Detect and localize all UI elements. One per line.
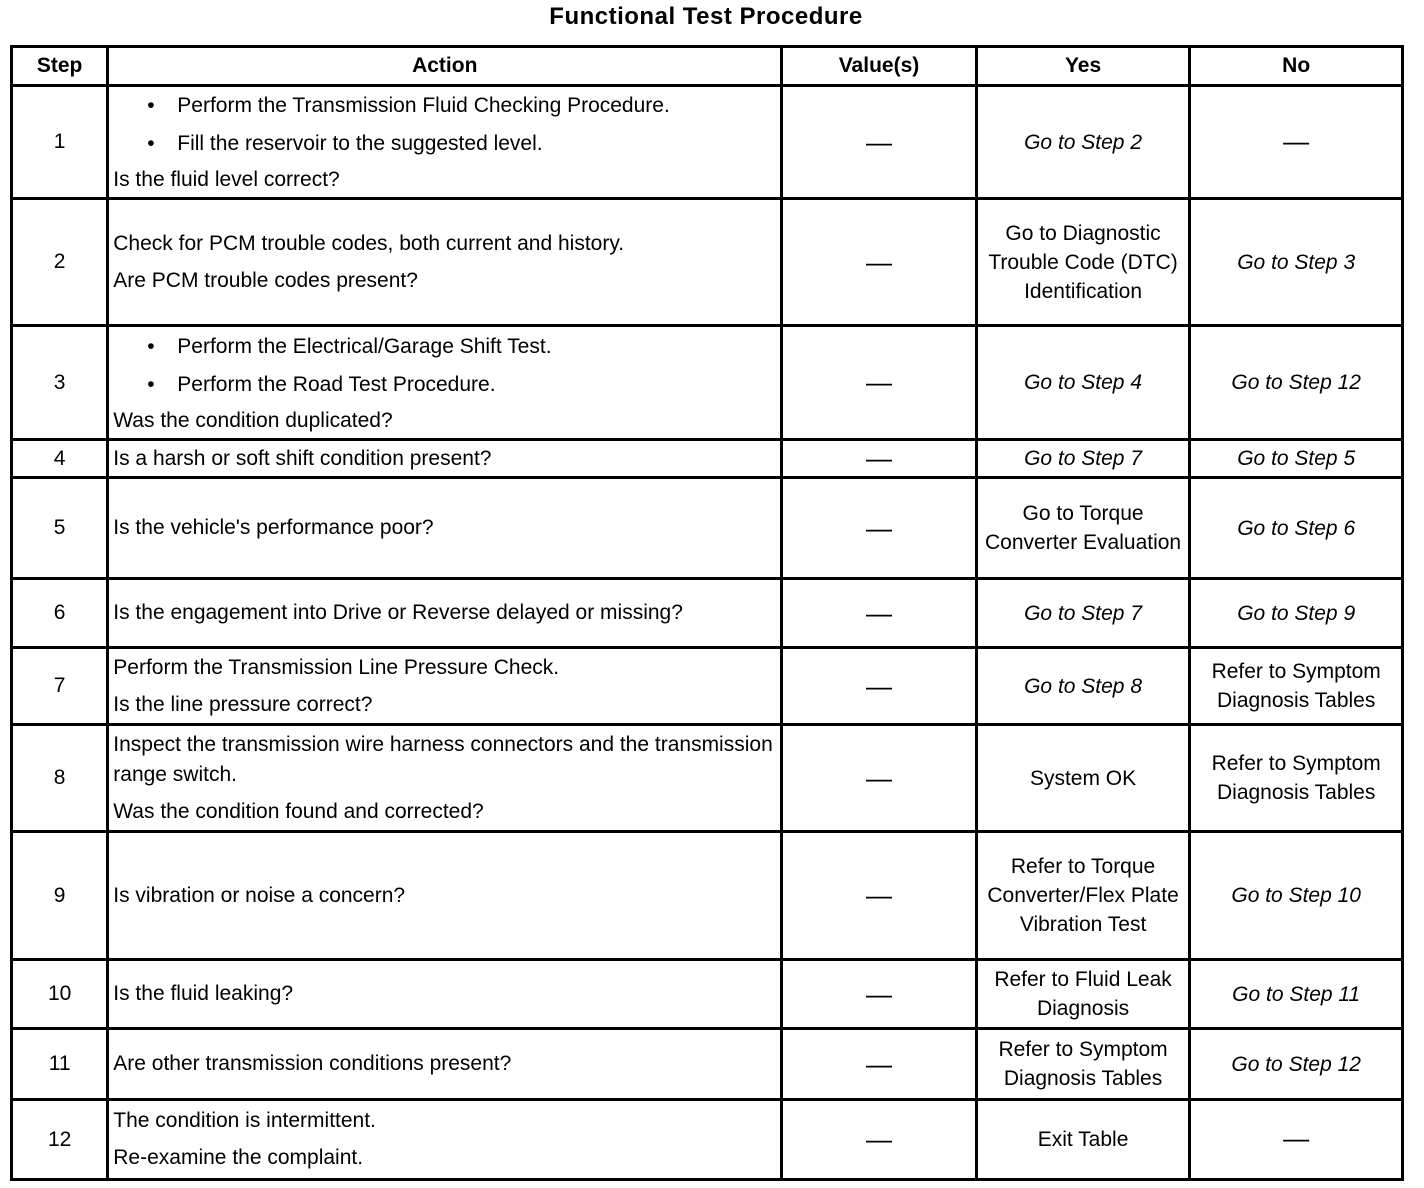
table-row: [12, 960, 1403, 1029]
no-result: —: [1283, 125, 1310, 156]
table-row: [12, 725, 1403, 832]
action-text: Was the condition duplicated?: [113, 408, 393, 432]
no-goto-link[interactable]: Go to Step 6: [1237, 516, 1356, 540]
yes-cell: [976, 199, 1190, 326]
value-cell: —: [782, 478, 977, 579]
header-step: Step: [12, 47, 108, 86]
value-cell: —: [782, 440, 977, 478]
action-bullet-text: Perform the Electrical/Garage Shift Test.: [177, 334, 552, 358]
action-text: Is the line pressure correct?: [113, 692, 373, 716]
no-cell: [1190, 648, 1403, 725]
table-row: [12, 478, 1403, 579]
action-text: The condition is intermittent.: [113, 1109, 376, 1132]
yes-cell: [976, 1100, 1190, 1180]
action-cell: [108, 960, 782, 1029]
value-cell: —: [782, 199, 977, 326]
table-row: [12, 86, 1403, 199]
action-cell: [108, 326, 782, 440]
action-text: Is the fluid leaking?: [113, 982, 294, 1005]
yes-result: Go to Diagnostic Trouble Code (DTC) Identification: [988, 221, 1178, 303]
step-number: 5: [12, 478, 108, 579]
no-cell: [1190, 199, 1403, 326]
yes-cell: [976, 326, 1190, 440]
value-cell: —: [782, 579, 977, 648]
step-number: 11: [12, 1029, 108, 1100]
yes-cell: [976, 579, 1190, 648]
no-goto-link[interactable]: Go to Step 12: [1231, 371, 1361, 394]
action-cell: [108, 478, 782, 579]
action-cell: [108, 86, 782, 199]
action-bullet: [113, 125, 776, 163]
table-row: [12, 832, 1403, 960]
no-cell: [1190, 579, 1403, 648]
no-goto-link[interactable]: Go to Step 3: [1237, 250, 1356, 274]
step-number: 6: [12, 579, 108, 648]
header-no: No: [1190, 47, 1403, 86]
yes-cell: [976, 960, 1190, 1029]
action-cell: [108, 199, 782, 326]
action-text: Is vibration or noise a concern?: [113, 883, 406, 907]
action-text: Perform the Transmission Line Pressure Check.: [113, 655, 560, 679]
no-result: Refer to Symptom Diagnosis Tables: [1211, 660, 1381, 712]
header-value: Value(s): [782, 47, 977, 86]
step-number: 4: [12, 440, 108, 478]
action-bullet-text: Perform the Road Test Procedure.: [177, 372, 496, 396]
no-cell: [1190, 832, 1403, 960]
no-cell: [1190, 326, 1403, 440]
action-bullet: [113, 366, 776, 404]
action-bullet: [113, 328, 776, 366]
action-cell: [108, 832, 782, 960]
yes-goto-link[interactable]: Go to Step 4: [1024, 371, 1143, 394]
no-cell: [1190, 1100, 1403, 1180]
step-number: 2: [12, 199, 108, 326]
value-cell: —: [782, 648, 977, 725]
yes-cell: [976, 1029, 1190, 1100]
action-text: Is a harsh or soft shift condition present?: [113, 446, 492, 470]
yes-cell: [976, 832, 1190, 960]
action-cell: [108, 579, 782, 648]
action-text: Are PCM trouble codes present?: [113, 268, 418, 292]
yes-result: Refer to Torque Converter/Flex Plate Vibration Test: [987, 855, 1179, 936]
no-cell: [1190, 1029, 1403, 1100]
header-action: Action: [108, 47, 782, 86]
action-cell: [108, 725, 782, 832]
action-cell: [108, 1029, 782, 1100]
action-text: Is the fluid level correct?: [113, 168, 340, 191]
action-bullet-text: Fill the reservoir to the suggested level.: [177, 132, 543, 155]
no-result: Refer to Symptom Diagnosis Tables: [1211, 752, 1381, 804]
step-number: 7: [12, 648, 108, 725]
yes-result: System OK: [1029, 766, 1137, 790]
no-cell: [1190, 725, 1403, 832]
yes-cell: [976, 440, 1190, 478]
action-text: Is the engagement into Drive or Reverse delayed or missing?: [113, 601, 683, 624]
action-text: Are other transmission conditions present?: [113, 1052, 512, 1075]
action-text: Inspect the transmission wire harness connectors and the transmission range switch.: [113, 732, 773, 786]
header-yes: Yes: [976, 47, 1190, 86]
yes-goto-link[interactable]: Go to Step 7: [1024, 447, 1143, 470]
header-row: [12, 47, 1403, 86]
no-goto-link[interactable]: Go to Step 11: [1232, 982, 1361, 1006]
action-cell: [108, 648, 782, 725]
action-text: Re-examine the complaint.: [113, 1146, 364, 1169]
value-cell: —: [782, 832, 977, 960]
yes-goto-link[interactable]: Go to Step 2: [1024, 130, 1143, 154]
yes-result: Go to Torque Converter Evaluation: [985, 502, 1182, 554]
yes-result: Exit Table: [1037, 1128, 1129, 1151]
yes-cell: [976, 725, 1190, 832]
table-row: [12, 199, 1403, 326]
table-row: [12, 440, 1403, 478]
step-number: 9: [12, 832, 108, 960]
table-row: [12, 1100, 1403, 1180]
page-title: Functional Test Procedure: [549, 3, 863, 30]
action-bullet: [113, 87, 776, 125]
value-cell: —: [782, 326, 977, 440]
value-cell: —: [782, 960, 977, 1029]
table-row: [12, 579, 1403, 648]
yes-cell: [976, 648, 1190, 725]
procedure-table: [10, 45, 1404, 1181]
step-number: 12: [12, 1100, 108, 1180]
action-text: Is the vehicle's performance poor?: [113, 516, 434, 539]
value-cell: —: [782, 725, 977, 832]
no-goto-link[interactable]: Go to Step 9: [1237, 601, 1356, 625]
action-cell: [108, 440, 782, 478]
no-cell: [1190, 86, 1403, 199]
no-goto-link[interactable]: Go to Step 5: [1237, 447, 1356, 470]
action-text: Check for PCM trouble codes, both current and history.: [113, 231, 625, 255]
no-goto-link[interactable]: Go to Step 12: [1231, 1052, 1361, 1076]
step-number: 8: [12, 725, 108, 832]
no-goto-link[interactable]: Go to Step 10: [1231, 884, 1361, 907]
step-number: 10: [12, 960, 108, 1029]
action-cell: [108, 1100, 782, 1180]
yes-goto-link[interactable]: Go to Step 7: [1024, 601, 1143, 625]
yes-goto-link[interactable]: Go to Step 8: [1024, 674, 1143, 698]
action-bullet-text: Perform the Transmission Fluid Checking Procedure.: [177, 94, 670, 117]
no-cell: [1190, 960, 1403, 1029]
step-number: 1: [12, 86, 108, 199]
table-row: [12, 326, 1403, 440]
yes-result: Refer to Symptom Diagnosis Tables: [998, 1038, 1168, 1090]
value-cell: —: [782, 1029, 977, 1100]
value-cell: —: [782, 1100, 977, 1180]
yes-result: Refer to Fluid Leak Diagnosis: [994, 968, 1172, 1020]
no-result: —: [1283, 1123, 1310, 1153]
no-cell: [1190, 478, 1403, 579]
no-cell: [1190, 440, 1403, 478]
yes-cell: [976, 86, 1190, 199]
action-text: Was the condition found and corrected?: [113, 799, 484, 823]
value-cell: —: [782, 86, 977, 199]
yes-cell: [976, 478, 1190, 579]
step-number: 3: [12, 326, 108, 440]
table-row: [12, 1029, 1403, 1100]
table-row: [12, 648, 1403, 725]
